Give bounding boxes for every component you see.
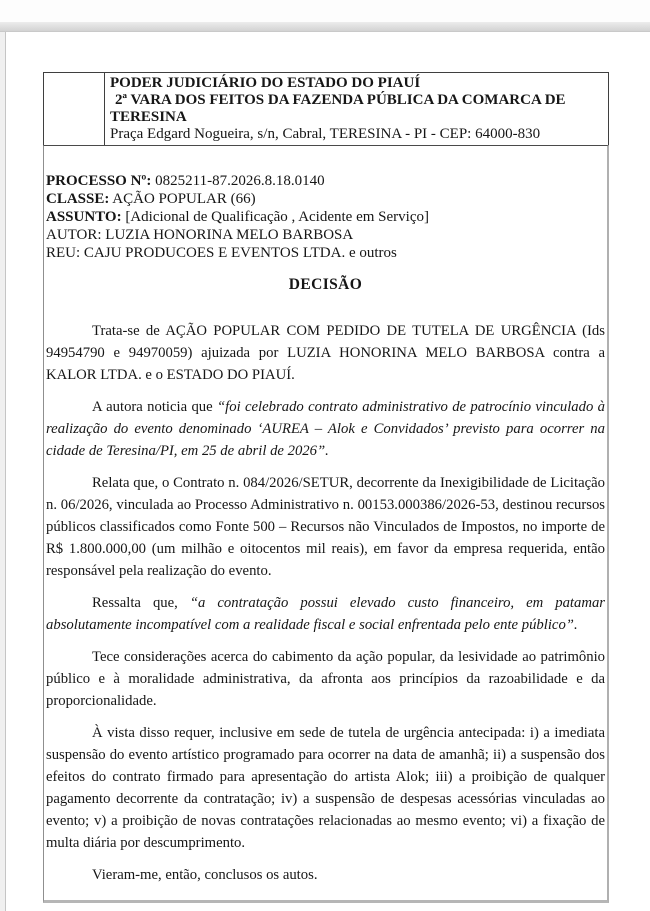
decision-paragraph: A autora noticia que “foi celebrado contrato administrativo de patrocínio vinculado à realização do evento denominado ‘AUREA – Alok e Convidados’ previsto para ocorrer na cidade de Teresina/PI, em 25 de abril de 2026”. — [46, 399, 605, 459]
decision-content-box — [43, 145, 609, 903]
court-header-table — [43, 72, 609, 147]
decision-paragraph: Vieram-me, então, conclusos os autos. — [92, 867, 318, 883]
page-top-margin — [0, 0, 650, 22]
decision-paragraph: Trata-se de AÇÃO POPULAR COM PEDIDO DE TUTELA DE URGÊNCIA (Ids 94954790 e 94970059) ajuizada por LUZIA HONORINA MELO BARBOSA contra a KALOR LTDA. e o ESTADO DO PIAUÍ. — [46, 323, 605, 383]
court-line: 2ª VARA DOS FEITOS DA FAZENDA PÚBLICA DA COMARCA DE — [115, 92, 566, 108]
case-info-line: AUTOR: LUZIA HONORINA MELO BARBOSA — [46, 227, 354, 243]
case-info-line: PROCESSO Nº: 0825211-87.2026.8.18.0140 — [46, 173, 325, 189]
court-header-text — [105, 73, 608, 146]
case-info-line: CLASSE: AÇÃO POPULAR (66) — [46, 191, 256, 207]
decision-paragraph: Ressalta que, “a contratação possui elevado custo financeiro, em patamar absolutamente incompatível com a realidade fiscal e social enfrentada pelo ente público”. — [46, 595, 605, 633]
court-lines — [110, 75, 603, 126]
court-address: Praça Edgard Nogueira, s/n, Cabral, TERESINA - PI - CEP: 64000-830 — [110, 126, 541, 142]
document-page — [5, 32, 650, 911]
court-logo-cell — [44, 73, 105, 146]
decision-title: DECISÃO — [288, 276, 363, 293]
decision-paragraph: Tece considerações acerca do cabimento da ação popular, da lesividade ao patrimônio público e à moralidade administrativa, da afronta aos princípios da razoabilidade e da proporcionalidade. — [46, 649, 605, 709]
case-info-block — [46, 172, 605, 262]
decision-paragraph: Relata que, o Contrato n. 084/2026/SETUR, decorrente da Inexigibilidade de Licitação n. 06/2026, vinculada ao Processo Administrativo n. 00153.000386/2026-53, destinou recursos públicos classificados como Fonte 500 – Recursos não Vinculados de Impostos, no importe de R$ 1.800.000,00 (um milhão e oitocentos mil reais), em favor da empresa requerida, então responsável pela realização do evento. — [46, 475, 605, 579]
court-line: PODER JUDICIÁRIO DO ESTADO DO PIAUÍ — [110, 75, 421, 91]
decision-body — [46, 320, 605, 886]
case-info-line: REU: CAJU PRODUCOES E EVENTOS LTDA. e outros — [46, 245, 397, 261]
court-line: TERESINA — [110, 109, 187, 125]
decision-paragraph: À vista disso requer, inclusive em sede de tutela de urgência antecipada: i) a imediata suspensão do evento artístico programado para ocorrer na data de amanhã; ii) a suspensão dos efeitos do contrato firmado para apresentação do artista Alok; iii) a proibição de qualquer pagamento decorrente da contratação; iv) a suspensão de despesas acessórias vinculadas ao evento; v) a proibição de novas contratações relacionadas ao mesmo evento; vi) a fixação de multa diária por descumprimento. — [46, 725, 605, 851]
page-edge-shadow — [0, 22, 650, 32]
case-info-line: ASSUNTO: [Adicional de Qualificação , Acidente em Serviço] — [46, 209, 429, 225]
